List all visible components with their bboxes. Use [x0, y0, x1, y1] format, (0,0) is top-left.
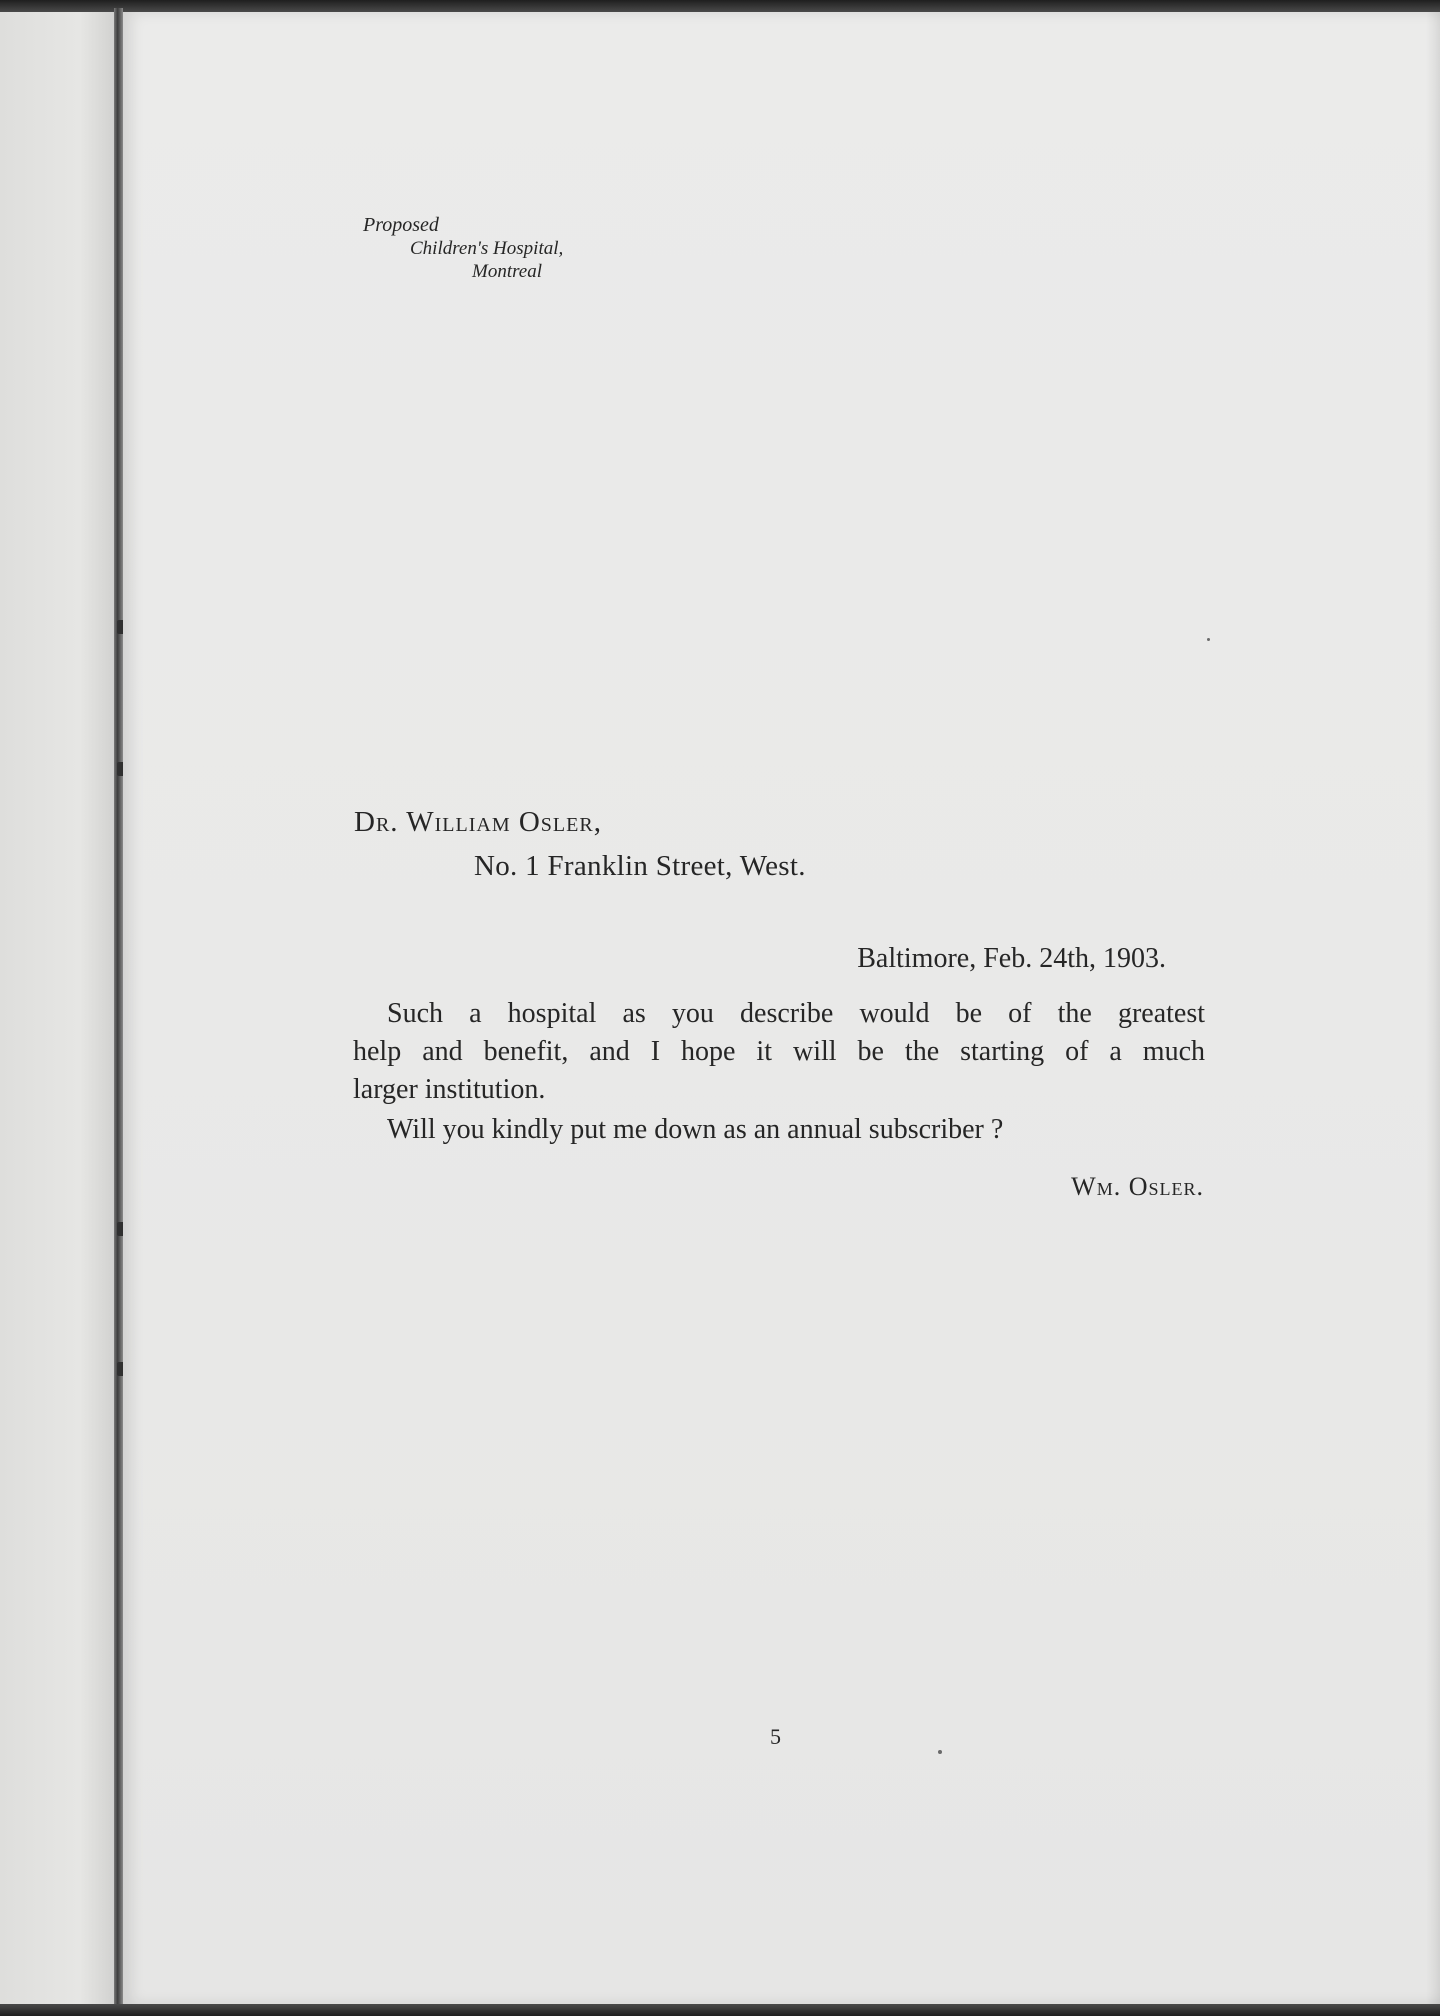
letter-paragraph-2: Will you kindly put me down as an annual subscriber ? — [387, 1114, 1004, 1145]
paper-speck — [1207, 638, 1210, 641]
binding-gutter — [114, 8, 123, 2008]
scan-top-edge — [0, 0, 1440, 12]
paragraph-1-line-3: larger institution. — [353, 1074, 546, 1105]
addressee-address: No. 1 Franklin Street, West. — [474, 850, 806, 882]
facing-page-edge — [0, 12, 114, 2004]
letterhead-line-3: Montreal — [472, 261, 543, 282]
letter-dateline: Baltimore, Feb. 24th, 1903. — [857, 943, 1166, 974]
letterhead-line-2: Children's Hospital, — [410, 238, 564, 259]
letterhead-line-1: Proposed — [363, 214, 439, 236]
page-edge-shadow — [1426, 12, 1440, 2004]
paper-speck — [938, 1750, 942, 1754]
letter-paragraph-1 — [353, 995, 1205, 1109]
scan-bottom-edge — [0, 2004, 1440, 2016]
page-number: 5 — [770, 1724, 781, 1749]
addressee-name: Dr. William Osler, — [354, 806, 602, 838]
paragraph-1-line-2: help and benefit, and I hope it will be the starting of a much — [353, 1036, 1205, 1067]
letter-body — [353, 995, 1205, 1149]
letter-signature: Wm. Osler. — [1071, 1172, 1204, 1201]
paragraph-1-line-1: Such a hospital as you describe would be of the greatest — [387, 998, 1205, 1029]
letterhead — [363, 214, 563, 283]
